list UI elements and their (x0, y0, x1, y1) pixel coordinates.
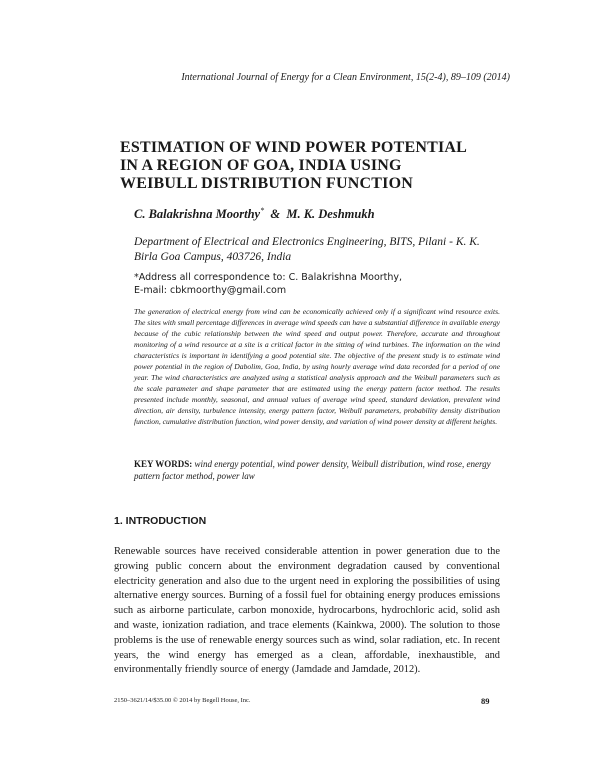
correspondence-mark: * (260, 206, 265, 215)
footer-copyright: 2150–3621/14/$35.00 © 2014 by Begell House, Inc. (114, 697, 251, 704)
title-line: ESTIMATION OF WIND POWER POTENTIAL (120, 139, 467, 156)
body-paragraph: Renewable sources have received considerable attention in power generation due to the growing public concern about the environment degradation caused by conventional electricity generation and also due to the urgent need in exploring the possibilities of using alternative energy sources. Burning of a fossil fuel for obtaining energy produces emissions such as airborne particulate, carbon monoxide, hydrocarbons, hydrochloric acid, solid ash and waste, ionization radiation, and trace elements (Kainkwa, 2000). The solution to those problems is the use of renewable energy sources such as wind, solar radiation, etc. In recent years, the wind energy has emerged as a clean, affordable, inexhaustible, and environmentally friendly source of energy (Jamdade and Jamdade, 2012). (114, 546, 500, 676)
page-number: 89 (481, 696, 490, 706)
title-line: WEIBULL DISTRIBUTION FUNCTION (120, 175, 413, 192)
correspondence-email: E-mail: cbkmoorthy@gmail.com (134, 285, 287, 296)
journal-citation: International Journal of Energy for a Clean Environment, 15(2-4), 89–109 (2014) (181, 72, 510, 83)
author-name: M. K. Deshmukh (286, 207, 375, 222)
keywords-text: wind energy potential, wind power density, Weibull distribution, wind rose, energy pattern factor method, power law (134, 459, 491, 481)
keywords (134, 458, 500, 482)
title-line: IN A REGION OF GOA, INDIA USING (120, 157, 402, 174)
correspondence-note (134, 271, 500, 297)
affiliation: Department of Electrical and Electronics Engineering, BITS, Pilani - K. K. Birla Goa Campus, 403726, India (134, 236, 480, 263)
author-separator: & (270, 207, 281, 222)
article-title (120, 139, 520, 193)
author-name: C. Balakrishna Moorthy (134, 207, 261, 222)
correspondence-address: *Address all correspondence to: C. Balakrishna Moorthy, (134, 272, 403, 283)
section-heading: 1. INTRODUCTION (114, 515, 207, 527)
author-list (134, 206, 375, 222)
abstract: The generation of electrical energy from wind can be economically achieved only if a significant wind resource exits. The sites with small percentage differences in average wind speeds can have a substantial difference in available energy because of the cubic relationship between the wind speed and output power. Therefore, accurate and throughout monitoring of a wind resource at a site is a critical factor in the sitting of wind turbines. The information on the wind characteristics is important in identifying a good potential site. The objective of the present study is to estimate wind power potential in the region of Dabolim, Goa, India, by using hourly average wind data recorded for a period of one year. The wind characteristics are analyzed using a statistical analysis approach and the Weibull parameters such as the scale parameter and shape parameter that are estimated using the energy pattern factor method. The results presented include monthly, seasonal, and annual values of average wind speed, standard deviation, prevalent wind direction, air density, turbulence intensity, energy pattern factor, Weibull parameters, probability density distribution function, cumulative distribution function, wind power density, and variation of wind power density at different heights. (134, 307, 500, 426)
keywords-label: KEY WORDS: (134, 459, 193, 469)
